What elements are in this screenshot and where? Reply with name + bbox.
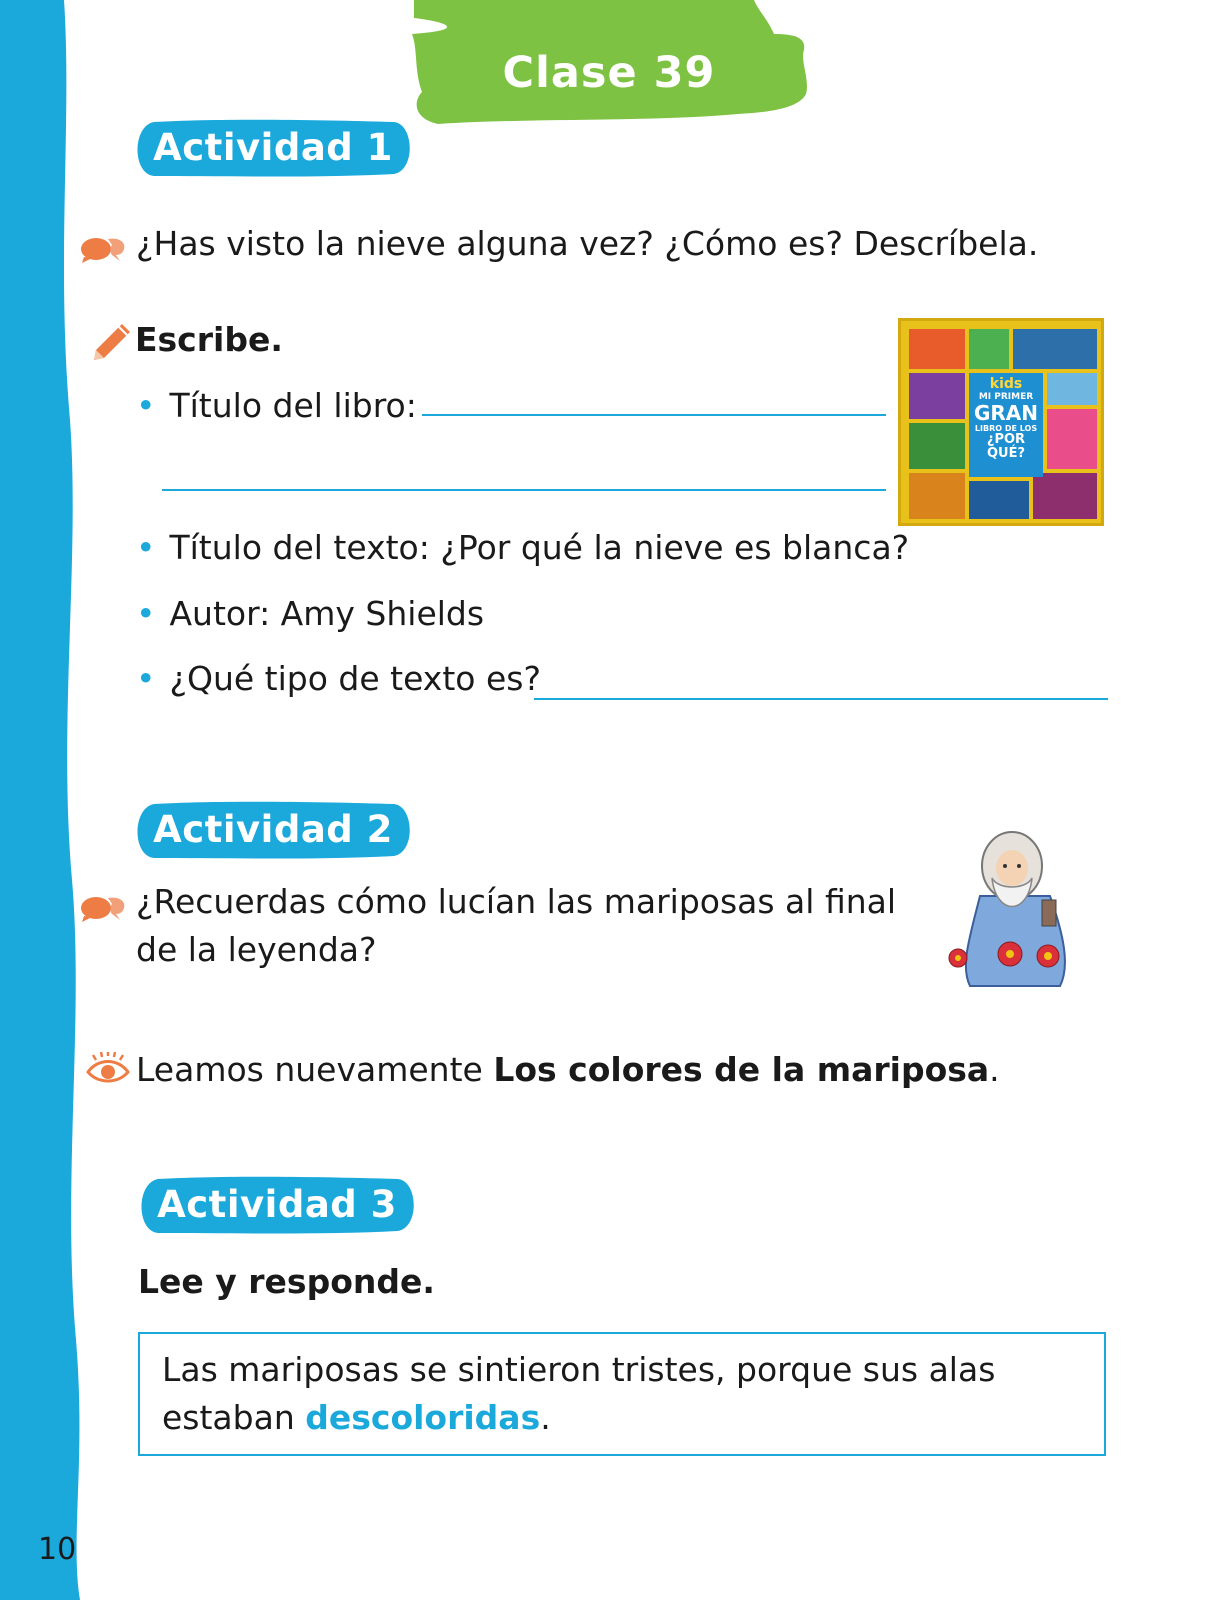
actividad-2-question-line-2: de la leyenda? bbox=[136, 930, 377, 969]
book-title-line: MI PRIMER bbox=[978, 392, 1034, 402]
eye-icon bbox=[86, 1052, 130, 1086]
read-title: Los colores de la mariposa bbox=[493, 1050, 990, 1089]
reading-box bbox=[138, 1332, 1106, 1456]
speech-bubbles-icon bbox=[80, 892, 128, 922]
reading-box-line-2-prefix: estaban bbox=[162, 1398, 306, 1437]
cover-tile bbox=[1047, 409, 1097, 469]
cover-tile bbox=[969, 481, 1029, 519]
actividad-1-label: Actividad 1 bbox=[153, 126, 393, 169]
item-tipo-texto: • ¿Qué tipo de texto es? bbox=[136, 659, 541, 698]
actividad-2-label: Actividad 2 bbox=[153, 808, 393, 851]
book-title-line: GRAN bbox=[973, 401, 1039, 425]
book-brand: kids bbox=[989, 376, 1023, 392]
item-titulo-libro: • Título del libro: bbox=[136, 386, 417, 425]
item-titulo-libro-label: Título del libro: bbox=[169, 386, 417, 425]
cover-tile bbox=[909, 423, 965, 469]
cover-tile bbox=[1047, 373, 1097, 405]
actividad-3-instruction: Lee y responde. bbox=[138, 1262, 435, 1301]
read-suffix: . bbox=[989, 1050, 1000, 1089]
actividad-2-badge bbox=[132, 800, 414, 860]
answer-line-titulo-libro-1[interactable] bbox=[422, 414, 886, 416]
cover-tile bbox=[1033, 473, 1097, 519]
cover-tile bbox=[969, 329, 1009, 369]
speech-bubbles-icon bbox=[80, 233, 128, 263]
wizard-illustration bbox=[940, 826, 1090, 990]
book-title-block bbox=[969, 373, 1043, 477]
page-number: 10 bbox=[38, 1532, 77, 1567]
clase-title: Clase 39 bbox=[502, 48, 716, 98]
cover-tile bbox=[909, 373, 965, 419]
reading-box-text bbox=[162, 1346, 1062, 1442]
actividad-1-question: ¿Has visto la nieve alguna vez? ¿Cómo es? Descríbela. bbox=[136, 224, 1039, 263]
read-instruction bbox=[136, 1046, 1000, 1094]
item-titulo-texto-label: Título del texto: ¿Por qué la nieve es blanca? bbox=[169, 528, 910, 567]
actividad-2-question-line-1: ¿Recuerdas cómo lucían las mariposas al final bbox=[136, 882, 897, 921]
answer-line-tipo-texto[interactable] bbox=[534, 698, 1108, 700]
pencil-icon bbox=[92, 322, 132, 362]
reading-box-line-1: Las mariposas se sintieron tristes, porque sus alas bbox=[162, 1350, 996, 1389]
item-tipo-texto-label: ¿Qué tipo de texto es? bbox=[169, 659, 541, 698]
book-title-line: ¿POR QUÉ? bbox=[986, 432, 1026, 461]
actividad-3-badge bbox=[136, 1175, 418, 1235]
cover-tile bbox=[909, 329, 965, 369]
item-autor-label: Autor: Amy Shields bbox=[169, 594, 485, 633]
actividad-3-label: Actividad 3 bbox=[157, 1183, 397, 1226]
reading-box-line-2-suffix: . bbox=[540, 1398, 551, 1437]
highlighted-word: descoloridas bbox=[305, 1398, 541, 1437]
book-title-line: LIBRO DE LOS bbox=[974, 424, 1038, 433]
item-autor: • Autor: Amy Shields bbox=[136, 594, 485, 633]
escribe-instruction: Escribe. bbox=[135, 320, 283, 359]
cover-tile bbox=[1013, 329, 1097, 369]
answer-line-titulo-libro-2[interactable] bbox=[162, 489, 886, 491]
book-cover-image bbox=[898, 318, 1104, 526]
item-titulo-texto: • Título del texto: ¿Por qué la nieve es blanca? bbox=[136, 528, 910, 567]
clase-banner bbox=[408, 0, 810, 132]
actividad-1-badge bbox=[132, 118, 414, 178]
cover-tile bbox=[909, 473, 965, 519]
read-prefix: Leamos nuevamente bbox=[136, 1050, 494, 1089]
